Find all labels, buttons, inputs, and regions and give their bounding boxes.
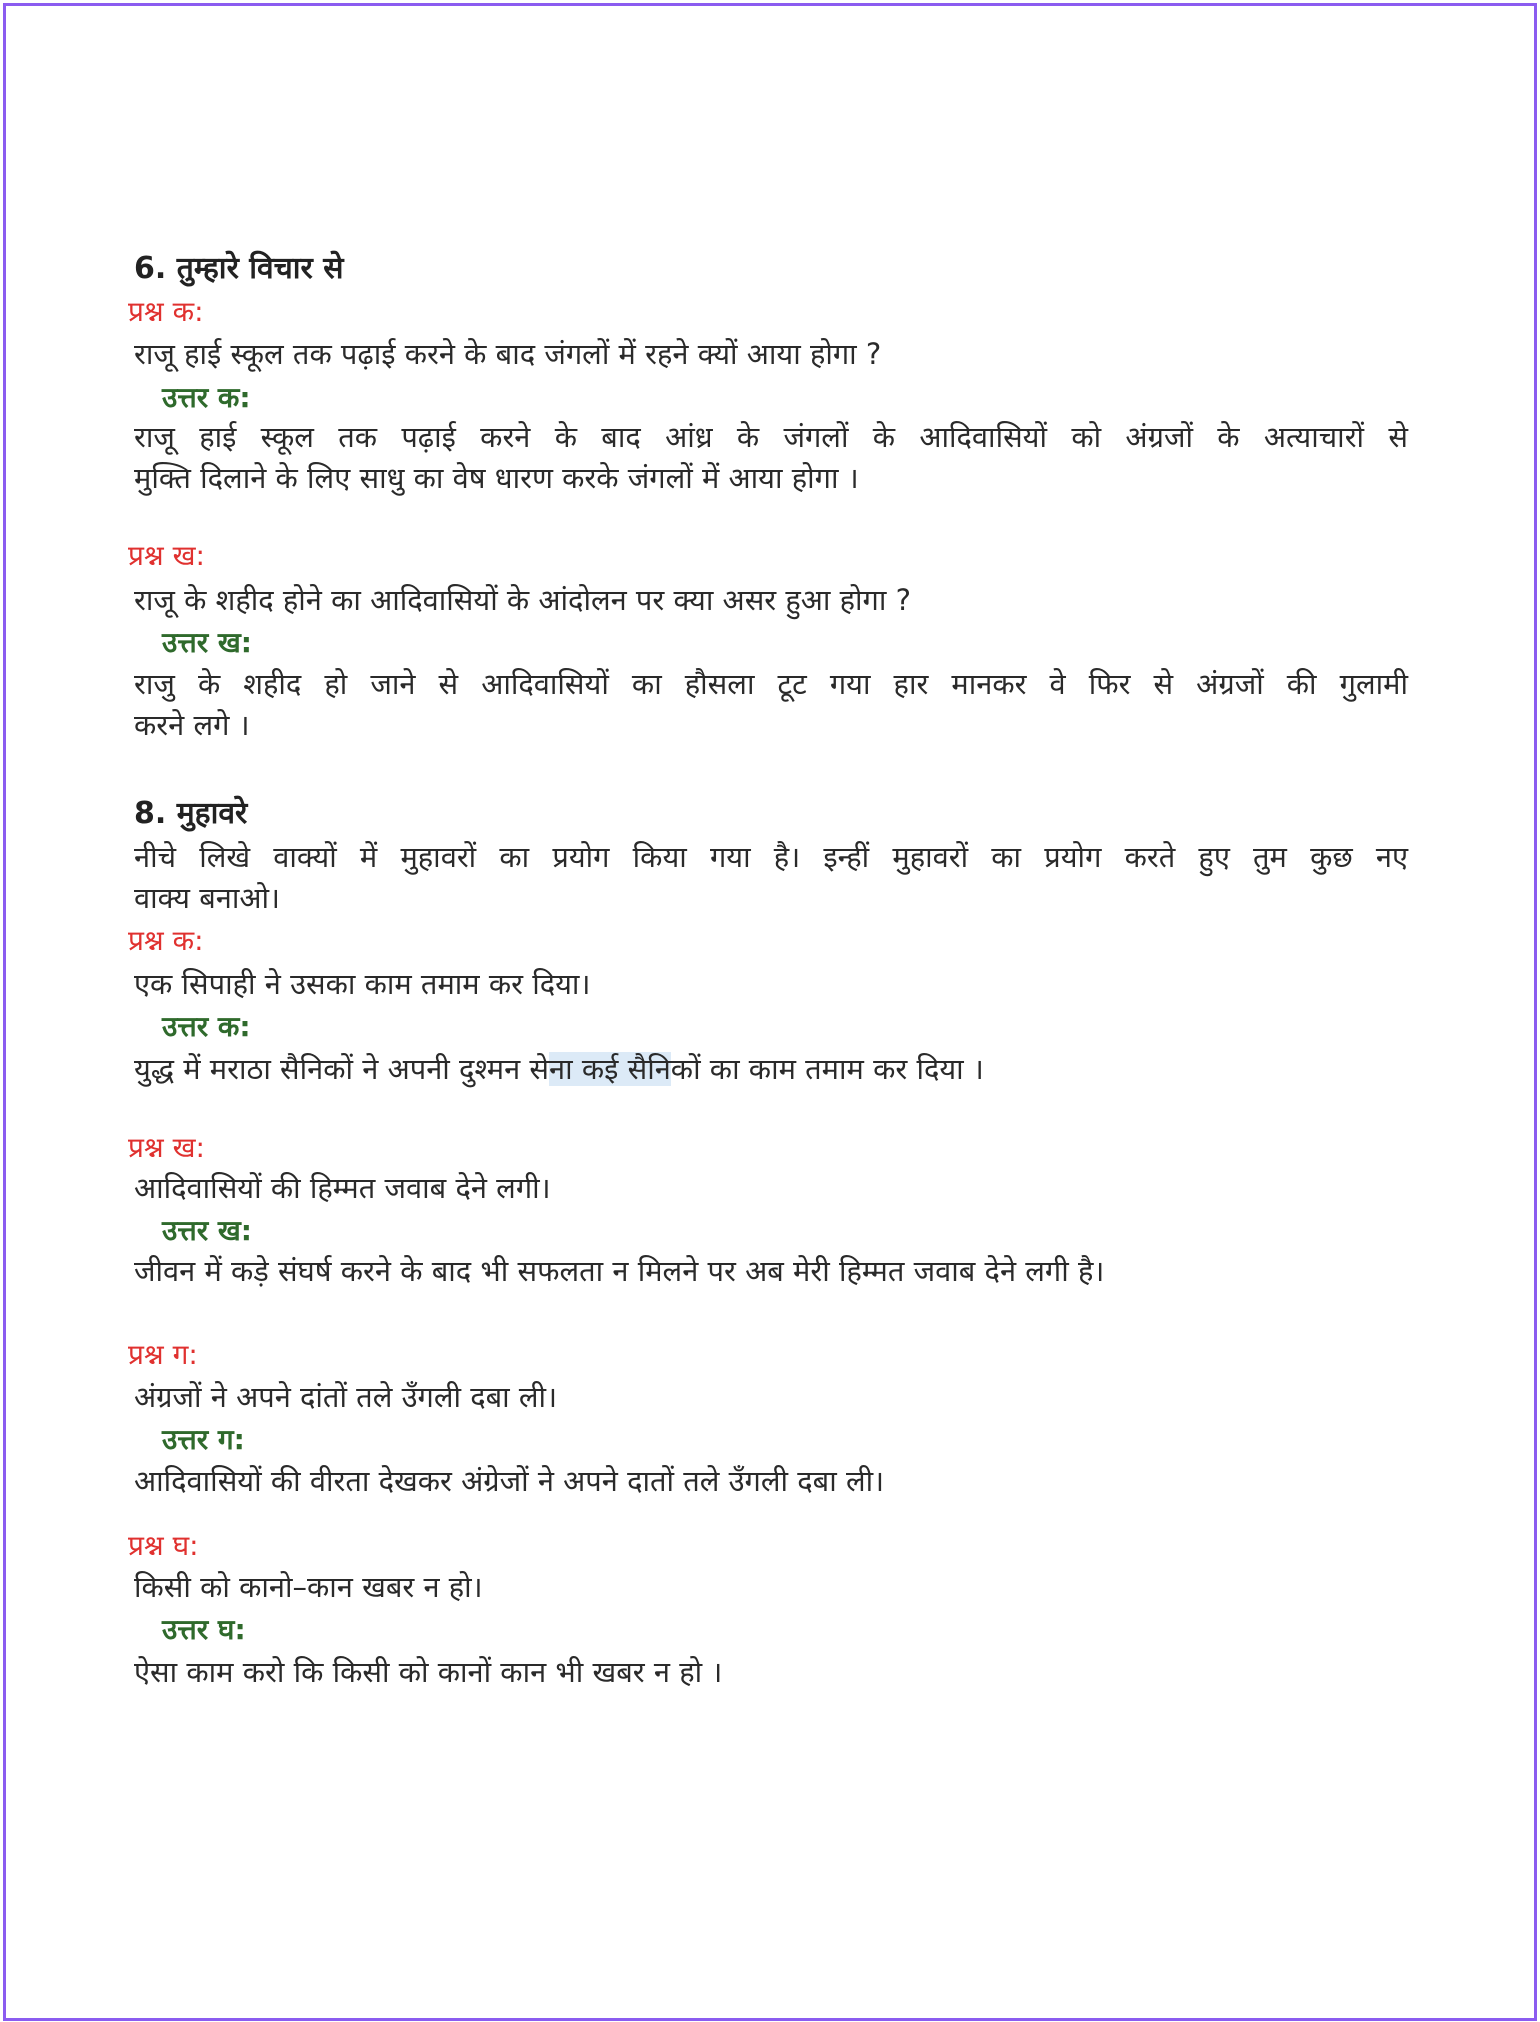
question-label: प्रश्न क: — [128, 295, 204, 328]
answer-label: उत्तर क: — [162, 381, 251, 414]
question-text: आदिवासियों की हिम्मत जवाब देने लगी। — [134, 1171, 551, 1205]
question-text: एक सिपाही ने उसका काम तमाम कर दिया। — [134, 967, 591, 1001]
answer-text: ऐसा काम करो कि किसी को कानों कान भी खबर न हो । — [134, 1655, 723, 1689]
answer-text: मुक्ति दिलाने के लिए साधु का वेष धारण करके जंगलों में आया होगा । — [134, 461, 859, 495]
answer-text — [134, 1049, 984, 1089]
text-selection-highlight: ना कई सैनि — [549, 1052, 671, 1086]
answer-label: उत्तर ख: — [162, 1214, 252, 1247]
section-6-title: 6. तुम्हारे विचार से — [134, 251, 344, 286]
answer-text: राजू हाई स्कूल तक पढ़ाई करने के बाद आंध्र के जंगलों के आदिवासियों को अंग्रजों के अत्याचारों से — [134, 420, 1408, 454]
answer-text-part: युद्ध में मराठा सैनिकों ने अपनी दुश्मन से — [134, 1052, 550, 1086]
question-text: किसी को कानो–कान खबर न हो। — [134, 1570, 483, 1604]
question-text: अंग्रजों ने अपने दांतों तले उँगली दबा ली। — [134, 1380, 558, 1414]
answer-text: करने लगे । — [134, 708, 250, 742]
answer-label: उत्तर घ: — [162, 1613, 246, 1646]
question-label: प्रश्न घ: — [128, 1529, 199, 1562]
answer-text: राजु के शहीद हो जाने से आदिवासियों का हौसला टूट गया हार मानकर वे फिर से अंग्रजों की गुलामी — [134, 667, 1408, 701]
section-8-intro: नीचे लिखे वाक्यों में मुहावरों का प्रयोग किया गया है। इन्हीं मुहावरों का प्रयोग करते हुए तुम कुछ नए — [134, 840, 1408, 874]
answer-label: उत्तर क: — [162, 1010, 251, 1043]
answer-label: उत्तर ग: — [162, 1423, 245, 1456]
answer-text-part: कों का काम तमाम कर दिया । — [670, 1052, 984, 1086]
question-label: प्रश्न ख: — [128, 539, 205, 572]
answer-text: जीवन में कड़े संघर्ष करने के बाद भी सफलता न मिलने पर अब मेरी हिम्मत जवाब देने लगी है। — [134, 1254, 1105, 1288]
section-8-title: 8. मुहावरे — [134, 796, 248, 831]
question-text: राजू के शहीद होने का आदिवासियों के आंदोलन पर क्या असर हुआ होगा ? — [134, 583, 912, 617]
answer-text: आदिवासियों की वीरता देखकर अंग्रेजों ने अपने दातों तले उँगली दबा ली। — [134, 1464, 885, 1498]
answer-label: उत्तर ख: — [162, 626, 252, 659]
section-8-intro: वाक्य बनाओ। — [134, 881, 281, 915]
question-label: प्रश्न क: — [128, 924, 204, 957]
question-label: प्रश्न ख: — [128, 1131, 205, 1164]
question-text: राजू हाई स्कूल तक पढ़ाई करने के बाद जंगलों में रहने क्यों आया होगा ? — [134, 337, 882, 371]
question-label: प्रश्न ग: — [128, 1338, 198, 1371]
